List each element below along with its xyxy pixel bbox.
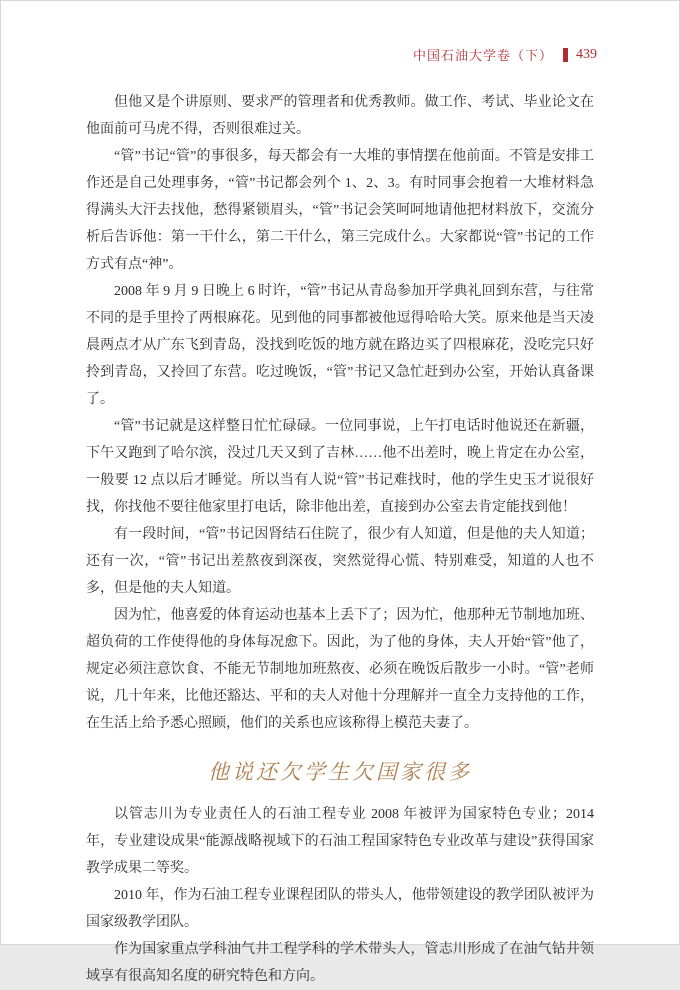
paragraph: 因为忙，他喜爱的体育运动也基本上丢下了；因为忙，他那种无节制地加班、超负荷的工作使得他的身体每况愈下。因此，为了他的身体，夫人开始“管”他了，规定必须注意饮食、不能无节制地加班熬夜、必须在晚饭后散步一小时。“管”老师说，几十年来，比他还豁达、平和的夫人对他十分理解并一直全力支持他的工作，在生活上给予悉心照顾，他们的关系也应该称得上模范夫妻了。 <box>86 608 594 731</box>
paragraph: 作为国家重点学科油气井工程学科的学术带头人，管志川形成了在油气钻井领域享有很高知名度的研究特色和方向。 <box>86 942 594 984</box>
page-body <box>86 89 594 990</box>
section-heading: 他说还欠学生欠国家很多 <box>208 760 472 784</box>
paragraph: 2010 年，作为石油工程专业课程团队的带头人，他带领建设的教学团队被评为国家级教学团队。 <box>86 888 594 930</box>
paragraph: 以管志川为专业责任人的石油工程专业 2008 年被评为国家特色专业；2014 年，专业建设成果“能源战略视域下的石油工程国家特色专业改革与建设”获得国家教学成果二等奖。 <box>86 807 594 876</box>
paragraph: 有一段时间，“管”书记因肾结石住院了，很少有人知道，但是他的夫人知道；还有一次，“管”书记出差熬夜到深夜，突然觉得心慌、特别难受，知道的人也不多，但是他的夫人知道。 <box>86 527 594 596</box>
running-header <box>86 45 597 64</box>
page-number: 439 <box>576 46 597 62</box>
paragraph: 但他又是个讲原则、要求严的管理者和优秀教师。做工作、考试、毕业论文在他面前可马虎不得，否则很难过关。 <box>86 95 594 137</box>
paragraph: “管”书记就是这样整日忙忙碌碌。一位同事说，上午打电话时他说还在新疆，下午又跑到了哈尔滨，没过几天又到了吉林……他不出差时，晚上肯定在办公室，一般要 12 点以后才睡觉。所以当有人说“管”书记难找时，他的学生史玉才说很好找，你找他不要往他家里打电话，除非他出差，直接到办公室去肯定能找到他！ <box>86 419 594 515</box>
paragraph: 2008 年 9 月 9 日晚上 6 时许，“管”书记从青岛参加开学典礼回到东营，与往常不同的是手里拎了两根麻花。见到他的同事都被他逗得哈哈大笑。原来他是当天凌晨两点才从广东飞到青岛，没找到吃饭的地方就在路边买了四根麻花，没吃完只好拎到青岛，又拎回了东营。吃过晚饭，“管”书记又急忙赶到办公室，开始认真备课了。 <box>86 284 594 407</box>
paragraph: “管”书记“管”的事很多，每天都会有一大堆的事情摆在他前面。不管是安排工作还是自己处理事务，“管”书记都会列个 1、2、3。有时同事会抱着一大堆材料急得满头大汗去找他，愁得紧锁眉头，“管”书记会笑呵呵地请他把材料放下，交流分析后告诉他：第一干什么，第二干什么，第三完成什么。大家都说“管”书记的工作方式有点“神”。 <box>86 149 594 272</box>
header-divider <box>563 48 568 62</box>
book-title: 中国石油大学卷（下） <box>412 48 553 63</box>
